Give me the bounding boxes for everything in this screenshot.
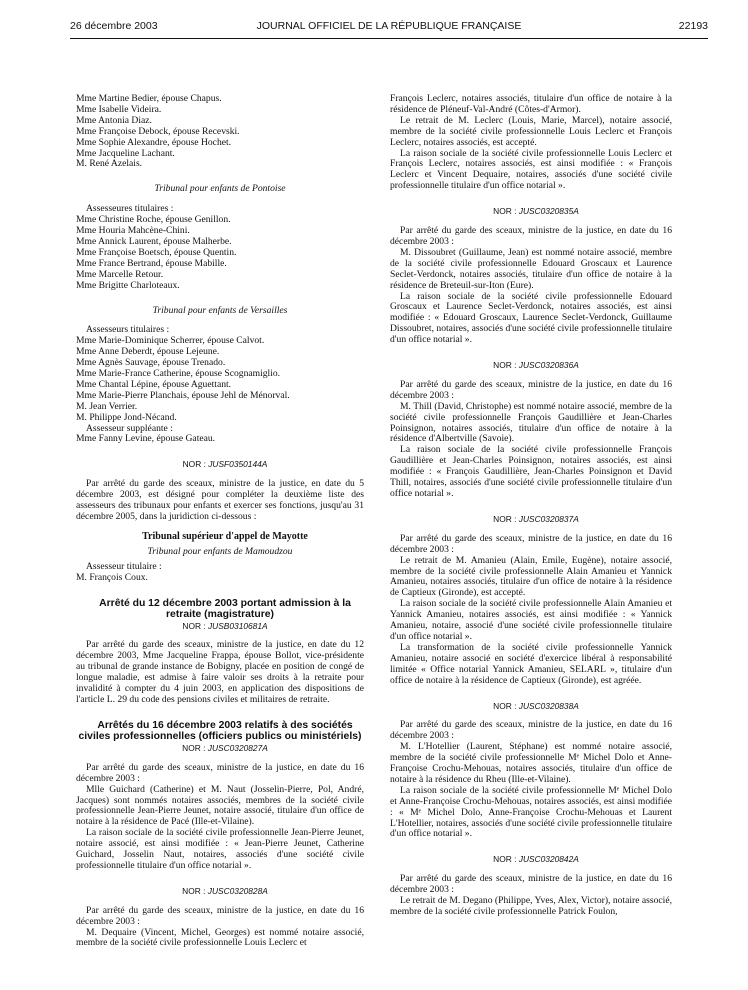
paragraph: M. L'Hotellier (Laurent, Stéphane) est nommé notaire associé, membre de la société civile professionnelle Mᵉ Michel Dolo et Anne-Françoise Crochu-Mehouas, notaires associés, titulaire d'un office de notaire à la résidence du Rheu (Ille-et-Vilaine). (390, 741, 672, 785)
paragraph: La raison sociale de la société civile professionnelle Alain Amanieu et Yannick Amanieu, notaires associés, est ainsi modifiée : « Yannick Amanieu, notaire, associé d'une société civile professionnelle titulaire d'un office notarial ». (390, 598, 672, 642)
subheading: Assesseures titulaires : (86, 203, 174, 215)
list-item: Mme Marcelle Retour. (76, 268, 164, 280)
paragraph: La raison sociale de la société civile professionnelle Edouard Groscaux et Laurence Seclet-Verdonck, notaires associés, est ainsi modifiée : « Edouard Groscaux, Laurence Seclet-Verdonck, Guillaume Dissoubret, notaires, associés d'une société civile professionnelle titulaire d'un office notarial ». (390, 290, 672, 346)
list-item: Mme Annick Laurent, épouse Malherbe. (76, 235, 232, 247)
list-item: Mme Anne Deberdt, épouse Lejeune. (76, 346, 220, 358)
header-date: 26 décembre 2003 (70, 20, 158, 32)
nor-reference: NOR : JUSC0320842A (493, 854, 579, 865)
subheading: Assesseur suppléante : (86, 422, 173, 434)
list-item: Mme Françoise Boetsch, épouse Quentin. (76, 246, 237, 258)
paragraph: M. Dissoubret (Guillaume, Jean) est nommé notaire associé, membre de la société civile professionnelle Edouard Groscaux et Laurence Seclet-Verdonck, notaires associés, titulaire d'un office de notaire à la résidence de Breteuil-sur-Iton (Eure). (390, 246, 672, 291)
paragraph: Par arrêté du garde des sceaux, ministre de la justice, en date du 12 décembre 2003, Mme Jacqueline Frappa, épouse Bollot, vice-présidente au tribunal de grande instance de Bobigny, placée en position de congé de longue maladie, est admise à faire valoir ses droits à la retraite pour invalidité à compter du 4 juin 2003, en application des dispositions de l'article L. 29 du code des pensions civiles et militaires de retraite. (76, 639, 364, 705)
list-item: Mme Marie-Pierre Planchais, épouse Jehl de Ménorval. (76, 389, 290, 401)
nor-reference: NOR : JUSC0320837A (493, 513, 579, 524)
list-item: M. René Azelais. (76, 158, 143, 170)
paragraph: La raison sociale de la société civile professionnelle Mᵉ Michel Dolo et Anne-Françoise Crochu-Mehouas, notaires associés, est ainsi modifiée : « Mᵉ Michel Dolo, Anne-Françoise Crochu-Mehouas et Laurent L'Hotellier, notaires, associés d'une société civile professionnelle titulaire d'un office notarial ». (390, 784, 672, 840)
paragraph: Par arrêté du garde des sceaux, ministre de la justice, en date du 16 décembre 2003 : (390, 719, 672, 742)
paragraph: La raison sociale de la société civile professionnelle Jean-Pierre Jeunet, notaire associé, est ainsi modifiée : « Jean-Pierre Jeunet, Catherine Guichard, Josselin Naut, notaires, associés d'une société civile professionnelle titulaire d'un office notarial ». (76, 827, 364, 871)
paragraph: Par arrêté du garde des sceaux, ministre de la justice, en date du 16 décembre 2003 : (76, 904, 364, 927)
list-item: M. François Coux. (76, 571, 148, 583)
list-item: M. Jean Verrier. (76, 400, 138, 412)
list-item: Mme Sophie Alexandre, épouse Hochet. (76, 136, 232, 148)
paragraph: Par arrêté du garde des sceaux, ministre de la justice, en date du 16 décembre 2003 : (76, 761, 364, 784)
paragraph: Par arrêté du garde des sceaux, ministre de la justice, en date du 5 décembre 2003, est désigné pour compléter la deuxième liste des assesseurs des tribunaux pour enfants et exercer ses fonctions, jusqu'au 31 décembre 2005, dans la juridiction ci-dessous : (76, 478, 364, 522)
header-rule (70, 38, 708, 39)
page-number: 22193 (678, 20, 708, 32)
right-column (390, 94, 672, 918)
list-item: Mme France Bertrand, épouse Mabille. (76, 257, 227, 269)
section-heading-versailles: Tribunal pour enfants de Versailles (152, 304, 288, 316)
paragraph: Le retrait de M. Leclerc (Louis, Marie, Marcel), notaire associé, membre de la société civile professionnelle Louis Leclerc et François Leclerc, notaires associés, est accepté. (390, 114, 672, 148)
paragraph: Par arrêté du garde des sceaux, ministre de la justice, en date du 16 décembre 2003 : (390, 873, 672, 896)
names-list-pontoise (76, 215, 364, 291)
list-item: M. Philippe Jond-Nécand. (76, 411, 177, 423)
journal-title: JOURNAL OFFICIEL DE LA RÉPUBLIQUE FRANÇAISE (256, 20, 522, 32)
paragraph: Mlle Guichard (Catherine) et M. Naut (Josselin-Pierre, Pol, André, Jacques) sont nommés notaires associés, membres de la société civile professionnelle Jean-Pierre Jeunet, notaire associé, titulaire d'un office de notaire à la résidence de Pacé (Ille-et-Vilaine). (76, 783, 364, 828)
nor-reference: NOR : JUSC0320828A (182, 885, 268, 896)
nor-reference: NOR : JUSC0320827A (182, 742, 268, 753)
list-item: Mme Marie-Dominique Scherrer, épouse Calvot. (76, 335, 265, 347)
list-item: Mme Agnès Sauvage, épouse Trenado. (76, 357, 226, 369)
list-item: Mme Jacqueline Lachant. (76, 147, 175, 159)
arrete-title: Arrêté du 12 décembre 2003 portant admission à la retraite (magistrature) (99, 597, 351, 621)
paragraph: Par arrêté du garde des sceaux, ministre de la justice, en date du 16 décembre 2003 : (390, 225, 672, 247)
subheading: Assesseurs titulaires : (86, 324, 170, 336)
list-item: Mme Antonia Diaz. (76, 114, 152, 126)
paragraph: Le retrait de M. Degano (Philippe, Yves, Alex, Victor), notaire associé, membre de la société civile professionnelle Patrick Foulon, (390, 895, 672, 917)
nor-reference: NOR : JUSB0310681A (182, 620, 268, 631)
list-item: Mme Marie-France Catherine, épouse Scognamiglio. (76, 368, 281, 380)
list-item: Mme Françoise Debock, épouse Recevski. (76, 125, 240, 137)
paragraph: Le retrait de M. Amanieu (Alain, Emile, Eugène), notaire associé, membre de la société civile professionnelle Alain Amanieu et Yannick Amanieu, notaires associés, titulaire d'un office de notaire à la résidence de Captieux (Gironde), est accepté. (390, 554, 672, 599)
paragraph: Par arrêté du garde des sceaux, ministre de la justice, en date du 16 décembre 2003 : (390, 378, 672, 401)
nor-reference: NOR : JUSC0320838A (493, 700, 579, 711)
list-item: Mme Isabelle Videira. (76, 103, 162, 115)
names-list-a (76, 94, 364, 170)
left-column (76, 94, 364, 949)
subheading: Assesseur titulaire : (86, 560, 162, 572)
nor-reference: NOR : JUSC0320836A (493, 360, 579, 371)
list-item: Mme Chantal Lépine, épouse Aguettant. (76, 378, 232, 390)
paragraph: M. Thill (David, Christophe) est nommé notaire associé, membre de la société civile professionnelle François Gaudillière et Jean-Charles Poinsignon, notaires associés, titulaire d'un office de notaire à la résidence d'Albertville (Savoie). (390, 400, 672, 445)
names-list-versailles (76, 336, 364, 423)
arrete-title: Arrêtés du 16 décembre 2003 relatifs à des sociétés civiles professionnelles (officiers publics ou ministériels) (78, 719, 362, 743)
paragraph: La raison sociale de la société civile professionnelle Louis Leclerc et François Leclerc, notaires associés, est ainsi modifiée : « François Leclerc et Vincent Dequaire, notaires, associés d'une société civile professionnelle titulaire d'un office notarial ». (390, 147, 672, 192)
list-item: Mme Houria Mahcène-Chini. (76, 225, 190, 237)
paragraph: La transformation de la société civile professionnelle Yannick Amanieu, notaire associé en société d'exercice libéral à responsabilité limitée « Office notarial Yannick Amanieu, SELARL », titulaire d'un office de notaire à la résidence de Captieux (Gironde), est agréée. (390, 641, 672, 686)
paragraph: François Leclerc, notaires associés, titulaire d'un office de notaire à la résidence de Pléneuf-Val-André (Côtes-d'Armor). (390, 93, 672, 115)
list-item: Mme Christine Roche, épouse Genillon. (76, 214, 231, 226)
page-header (70, 20, 708, 38)
paragraph: M. Dequaire (Vincent, Michel, Georges) est nommé notaire associé, membre de la société civile professionnelle Louis Leclerc et (76, 926, 364, 949)
section-subheading-mamoudzou: Tribunal pour enfants de Mamoudzou (147, 545, 293, 557)
nor-reference: NOR : JUSF0350144A (182, 459, 268, 470)
list-item: Mme Fanny Levine, épouse Gateau. (76, 433, 216, 445)
nor-reference: NOR : JUSC0320835A (493, 206, 579, 217)
section-heading-pontoise: Tribunal pour enfants de Pontoise (154, 183, 286, 195)
paragraph: Par arrêté du garde des sceaux, ministre de la justice, en date du 16 décembre 2003 : (390, 532, 672, 555)
list-item: Mme Martine Bedier, épouse Chapus. (76, 93, 222, 104)
paragraph: La raison sociale de la société civile professionnelle François Gaudillière et Jean-Charles Poinsignon, notaires associés, est ainsi modifiée : « François Gaudillière, Jean-Charles Poinsignon et David Thill, notaires, associés d'une société civile professionnelle titulaire d'un office notarial ». (390, 444, 672, 499)
list-item: Mme Brigitte Charloteaux. (76, 279, 180, 291)
section-heading-mayotte: Tribunal supérieur d'appel de Mayotte (142, 530, 308, 542)
